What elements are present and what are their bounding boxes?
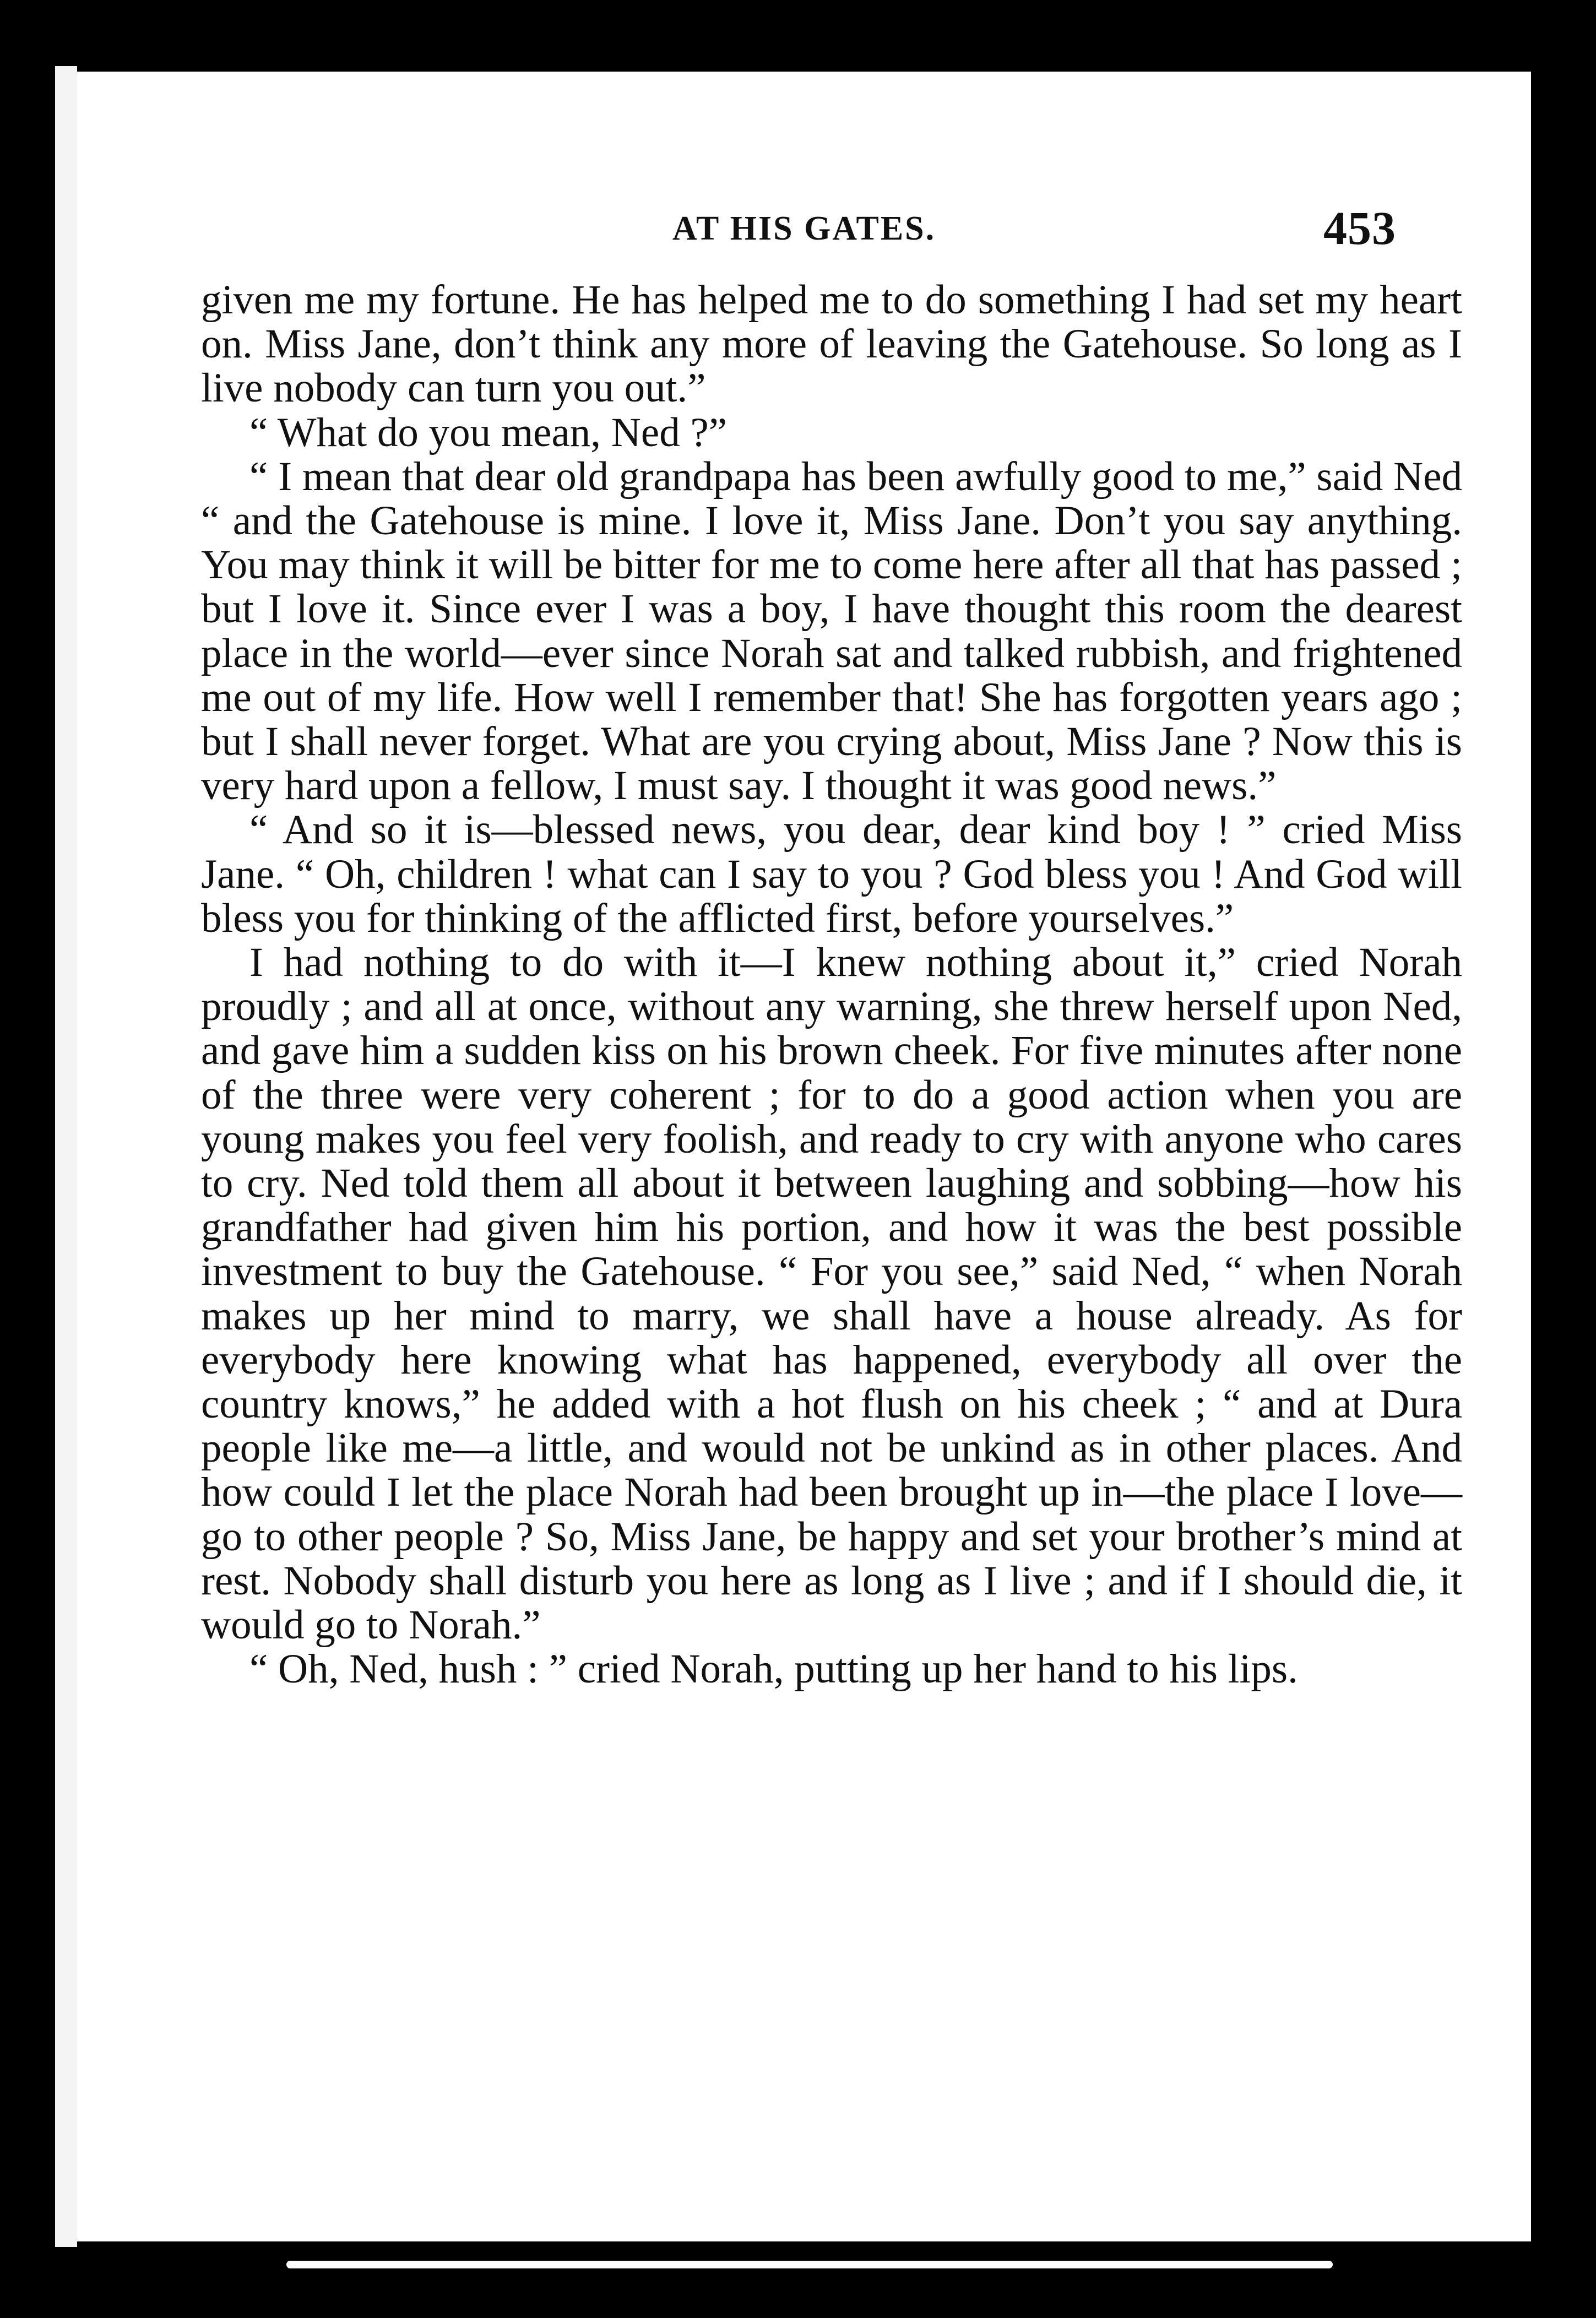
page-edge-shadow [55,66,77,2247]
paragraph: “ I mean that dear old grandpapa has been awfully good to me,” said Ned “ and the Gatehouse is mine. I love it, Miss Jane. Don’t you say anything. You may think it will be bitter for me to come here after all that has passed ; but I love it. Since ever I was a boy, I have thought this room the dearest place in the world—ever since Norah sat and talked rubbish, and frightened me out of my life. How well I remember that! She has forgotten years ago ; but I shall never forget. What are you crying about, Miss Jane ? Now this is very hard upon a fellow, I must say. I thought it was good news.” [201,453,1462,809]
body-text [201,278,1462,1692]
scan-edge-line [286,2261,1333,2268]
page-number: 453 [1323,202,1396,254]
paragraph: given me my fortune. He has helped me to do something I had set my heart on. Miss Jane, don’t think any more of leaving the Gatehouse. So long as I live nobody can turn you out.” [201,277,1462,411]
running-title: AT HIS GATES. [672,210,936,247]
paragraph: “ And so it is—blessed news, you dear, dear kind boy ! ” cried Miss Jane. “ Oh, children ! what can I say to you ? God bless you ! And God will bless you for thinking of the afflicted first, before yourselves.” [201,807,1462,941]
paragraph: I had nothing to do with it—I knew nothing about it,” cried Norah proudly ; and all at once, without any warning, she threw herself upon Ned, and gave him a sudden kiss on his brown cheek. For five minutes after none of the three were very coherent ; for to do a good action when you are young makes you feel very foolish, and ready to cry with anyone who cares to cry. Ned told them all about it between laughing and sobbing—how his grandfather had given him his portion, and how it was the best possible investment to buy the Gatehouse. “ For you see,” said Ned, “ when Norah makes up her mind to marry, we shall have a house already. As for everybody here knowing what has happened, everybody all over the country knows,” he added with a hot flush on his cheek ; “ and at Dura people like me—a little, and would not be unkind as in other places. And how could I let the place Norah had been brought up in—the place I love—go to other people ? So, Miss Jane, be happy and set your brother’s mind at rest. Nobody shall disturb you here as long as I live ; and if I should die, it would go to Norah.” [201,940,1462,1648]
running-header [77,198,1531,254]
paragraph: “ What do you mean, Ned ?” [249,409,728,455]
paragraph: “ Oh, Ned, hush : ” cried Norah, putting up her hand to his lips. [249,1646,1298,1692]
book-page [77,72,1531,2241]
